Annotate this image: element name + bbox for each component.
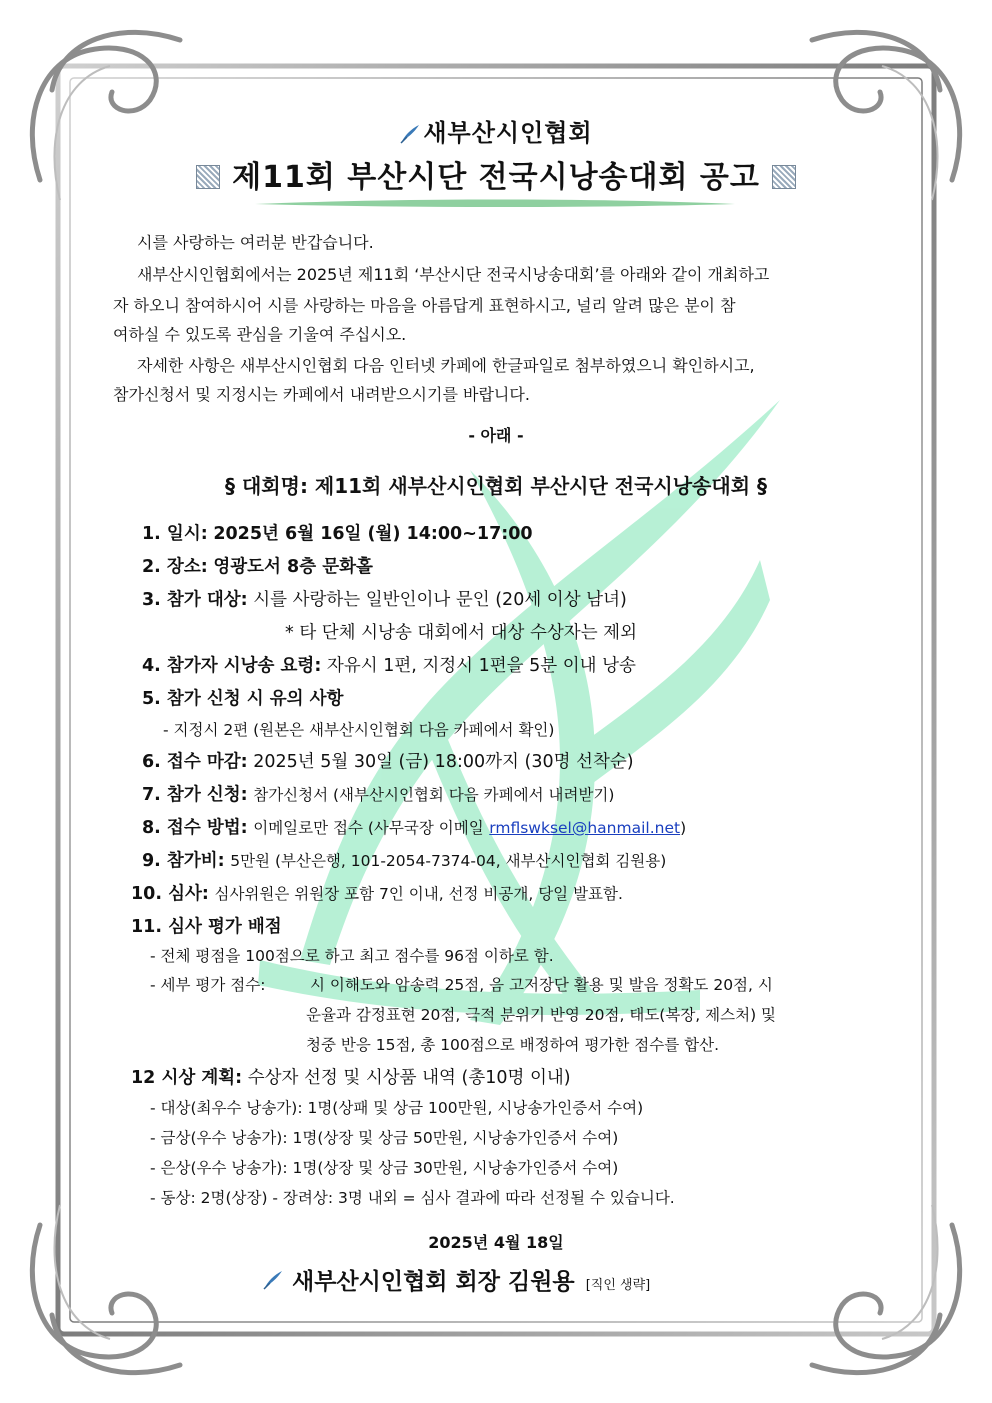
- item-awards: 12 시상 계획: 수상자 선정 및 시상품 내역 (총10명 이내): [131, 1068, 571, 1088]
- item-application: 7. 참가 신청: 참가신청서 (새부산시인협회 다음 카페에서 내려받기): [142, 785, 615, 805]
- item-application-notes: 5. 참가 신청 시 유의 사항: [142, 689, 344, 709]
- page-title: 제11회 부산시단 전국시낭송대회 공고: [0, 152, 992, 196]
- pattern-square-icon: [196, 165, 220, 189]
- item-scoring-detail: 운율과 감정표현 20점, 극적 분위기 반영 20점, 태도(복장, 제스처) 및: [306, 1006, 777, 1024]
- item-scoring-sub: - 전체 평점을 100점으로 하고 최고 점수를 96점 이하로 함.: [150, 947, 554, 965]
- item-scoring-detail-label: - 세부 평가 점수:: [150, 976, 266, 994]
- award-line: - 대상(최우수 낭송가): 1명(상패 및 상금 100만원, 시낭송가인증서 수여): [150, 1099, 644, 1117]
- quill-logo-icon: [262, 1269, 284, 1295]
- email-link[interactable]: rmflswksel@hanmail.net: [489, 819, 681, 837]
- award-line: - 동상: 2명(상장) - 장려상: 3명 내외 = 심사 결과에 따라 선정될 수 있습니다.: [150, 1189, 675, 1207]
- item-eligibility-note: * 타 단체 시낭송 대회에서 대상 수상자는 제외: [285, 623, 637, 643]
- intro-line: 자세한 사항은 새부산시인협회 다음 인터넷 카페에 한글파일로 첨부하였으니 확인하시고,: [137, 356, 755, 375]
- item-submission-method: 8. 접수 방법: 이메일로만 접수 (사무국장 이메일 rmflswksel@hanmail.net): [142, 818, 687, 838]
- item-eligibility: 3. 참가 대상: 시를 사랑하는 일반인이나 문인 (20세 이상 남녀): [142, 590, 627, 610]
- intro-line: 시를 사랑하는 여러분 반갑습니다.: [137, 233, 374, 252]
- quill-logo-icon: [399, 123, 421, 151]
- pattern-square-icon: [772, 165, 796, 189]
- award-line: - 은상(우수 낭송가): 1명(상장 및 상금 30만원, 시낭송가인증서 수여): [150, 1159, 619, 1177]
- item-scoring-detail: 시 이해도와 암송력 25점, 음 고저장단 활용 및 발음 정확도 20점, 시: [310, 976, 773, 994]
- intro-line: 새부산시인협회에서는 2025년 제11회 ‘부산시단 전국시낭송대회’를 아래와 같이 개최하고: [137, 265, 770, 284]
- item-judging: 10. 심사: 심사위원은 위원장 포함 7인 이내, 선정 비공개, 당일 발표함.: [131, 884, 623, 904]
- intro-line: 자 하오니 참여하시어 시를 사랑하는 마음을 아름답게 표현하시고, 널리 알려 많은 분이 참: [113, 296, 736, 315]
- item-application-notes-sub: - 지정시 2편 (원본은 새부산시인협회 다음 카페에서 확인): [163, 721, 555, 739]
- issue-date: 2025년 4월 18일: [428, 1233, 564, 1252]
- organization-name: 새부산시인협회: [0, 113, 992, 151]
- award-line: - 금상(우수 낭송가): 1명(상장 및 상금 50만원, 시낭송가인증서 수여): [150, 1129, 619, 1147]
- below-heading: - 아래 -: [468, 426, 524, 445]
- intro-line: 여하실 수 있도록 관심을 기울여 주십시오.: [113, 325, 407, 344]
- item-scoring-detail: 청중 반응 15점, 총 100점으로 배정하여 평가한 점수를 합산.: [306, 1036, 720, 1054]
- item-scoring: 11. 심사 평가 배점: [131, 917, 282, 937]
- intro-line: 참가신청서 및 지정시는 카페에서 내려받으시기를 바랍니다.: [113, 385, 530, 404]
- item-venue: 2. 장소: 영광도서 8층 문화홀: [142, 557, 373, 577]
- item-date: 1. 일시: 2025년 6월 16일 (월) 14:00~17:00: [142, 524, 533, 544]
- item-fee: 9. 참가비: 5만원 (부산은행, 101-2054-7374-04, 새부산시인협회 김원용): [142, 851, 667, 871]
- signature-line: 새부산시인협회 회장 김원용 [직인 생략]: [262, 1263, 650, 1296]
- event-name: § 대회명: 제11회 새부산시인협회 부산시단 전국시낭송대회 §: [225, 474, 767, 498]
- item-deadline: 6. 접수 마감: 2025년 5월 30일 (금) 18:00까지 (30명 선착순): [142, 752, 634, 772]
- item-recitation-rules: 4. 참가자 시낭송 요령: 자유시 1편, 지정시 1편을 5분 이내 낭송: [142, 656, 636, 676]
